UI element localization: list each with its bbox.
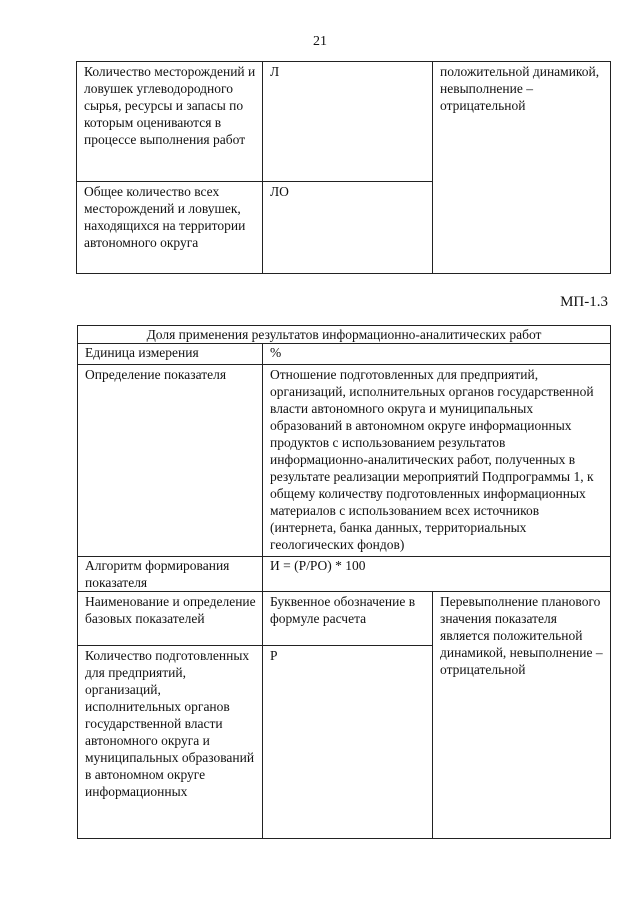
indicator-dynamics-note: положительной динамикой, невыполнение – отрицательной [433,62,611,274]
base-indicator-name: Количество подготовленных для предприятий, организаций, исполнительных органов государственной власти автономного округа и муниципальных образований в автономном округе информационных [78,646,263,839]
definition-value: Отношение подготовленных для предприятий, организаций, исполнительных органов государственной власти автономного округа и муниципальных образований в автономном округе информационных продуктов с использованием результатов информационно-аналитических работ, полученных в результате реализации мероприятий Подпрограммы 1, к общему количеству подготовленных информационных материалов с использованием всех источников (интернета, банка данных, территориальных геологических фондов) [263,365,611,557]
algorithm-formula: И = (Р/РО) * 100 [263,557,611,592]
base-indicator-name: Общее количество всех месторождений и ловушек, находящихся на территории автономного округа [77,182,263,274]
base-indicators-header: Наименование и определение базовых показателей [78,592,263,646]
unit-label: Единица измерения [78,344,263,365]
algorithm-label: Алгоритм формирования показателя [78,557,263,592]
indicator-dynamics-note: Перевыполнение планового значения показателя является положительной динамикой, невыполнение – отрицательной [433,592,611,839]
definition-label: Определение показателя [78,365,263,557]
indicator-code: МП-1.3 [560,294,608,310]
base-indicator-symbol: ЛО [263,182,433,274]
base-indicator-symbol: Р [263,646,433,839]
unit-value: % [263,344,611,365]
indicator-title: Доля применения результатов информационно-аналитических работ [78,326,611,344]
base-indicator-name: Количество месторождений и ловушек углеводородного сырья, ресурсы и запасы по которым оцениваются в процессе выполнения работ [77,62,263,182]
base-indicator-symbol: Л [263,62,433,182]
indicator-table-continued [76,61,611,274]
indicator-passport-table [77,325,611,839]
symbol-header: Буквенное обозначение в формуле расчета [263,592,433,646]
page-number: 21 [313,34,327,49]
